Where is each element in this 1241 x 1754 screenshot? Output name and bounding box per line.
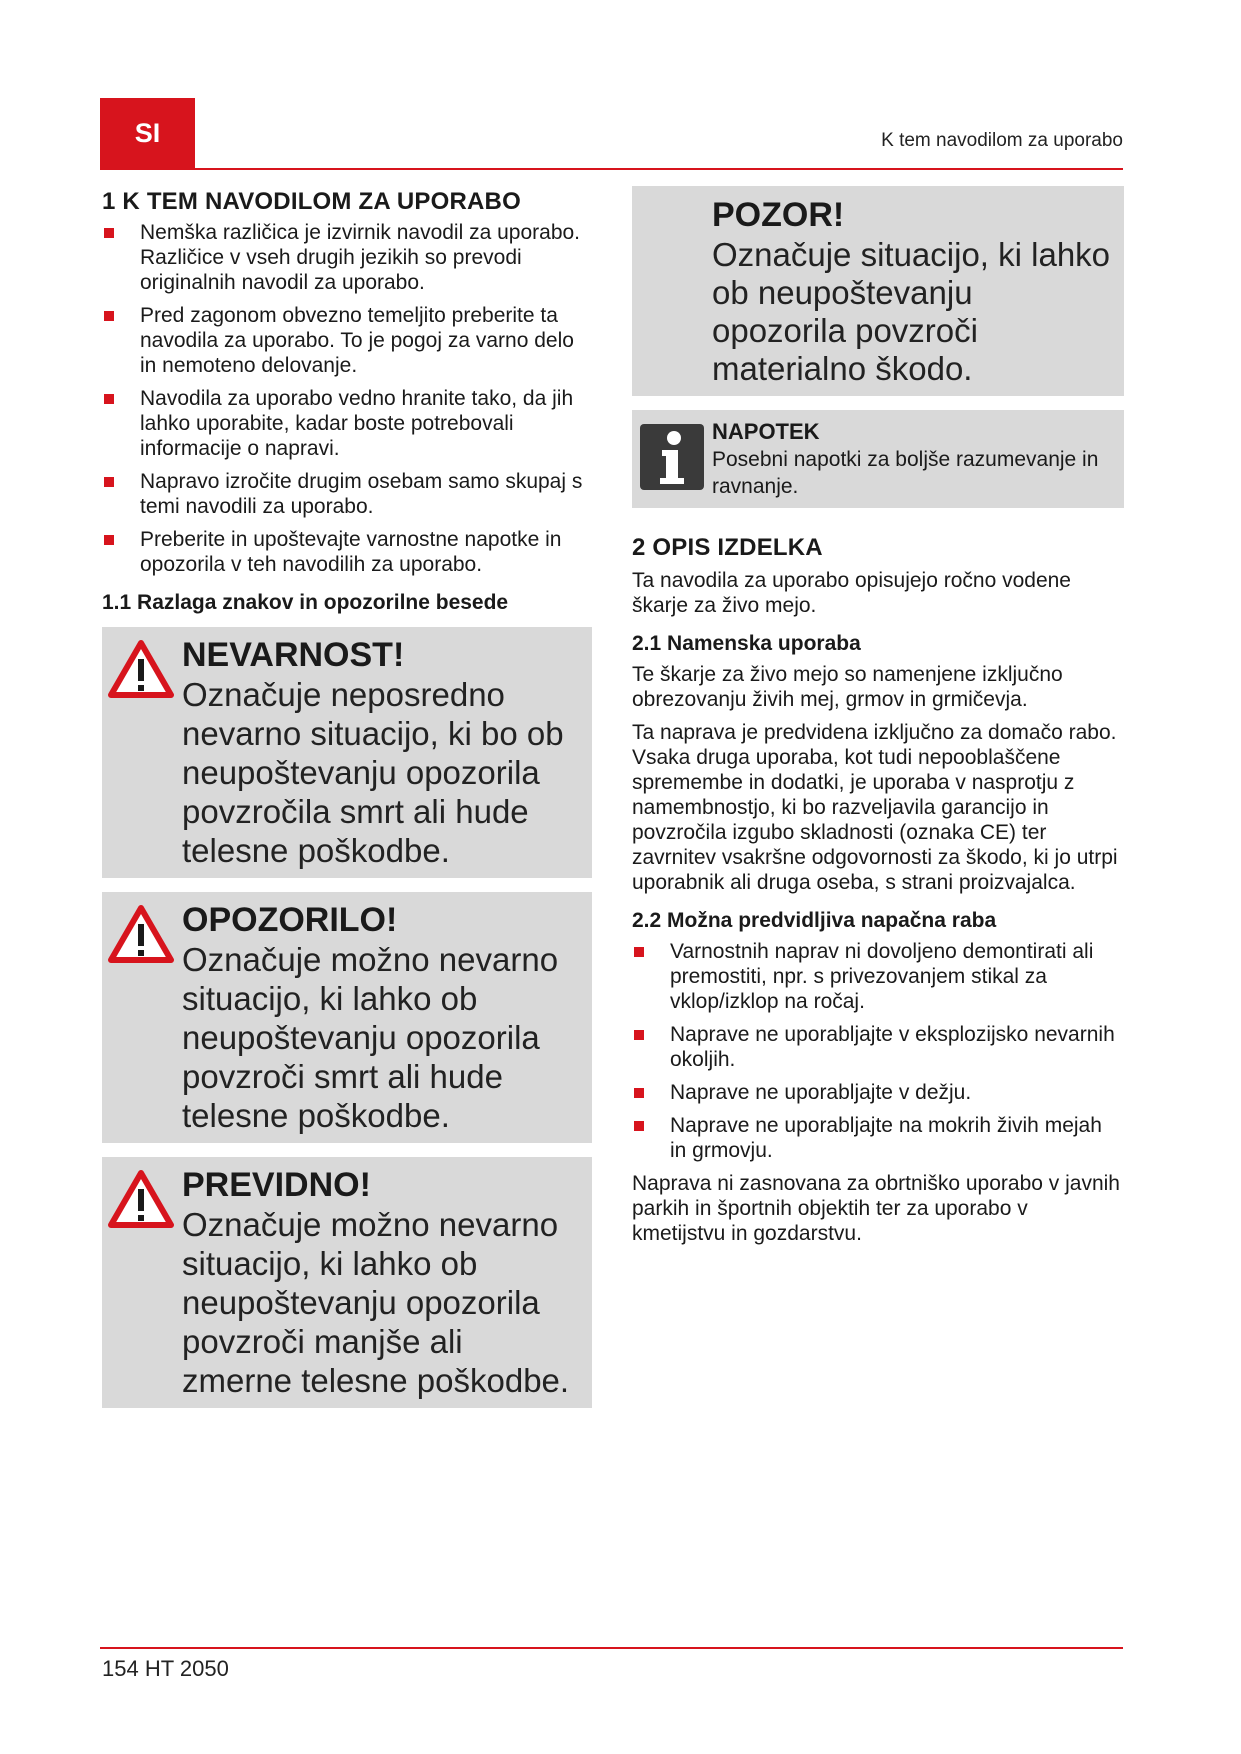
section-2-2-paragraph: Naprava ni zasnovana za obrtniško uporabo v javnih parkih in športnih objektih ter za uporabo v kmetijstvu in gozdarstvu. <box>632 1172 1120 1245</box>
section-2-1-paragraph: Ta naprava je predvidena izključno za domačo rabo. Vsaka druga uporaba, kot tudi nepooblaščene spremembe in dodatki, je uporaba v nasprotju z namembnostjo, ki bo razveljavila garancijo in povzročila izgubo skladnosti (oznaka CE) ter zavrnitev vsakršne odgovornosti za škodo, ki jo utrpi uporabnik ali druga oseba, s strani proizvajalca. <box>632 721 1118 894</box>
left-column <box>102 188 592 1422</box>
list-item: Naprave ne uporabljajte v dežju. <box>632 1080 1124 1105</box>
note-box <box>632 410 1124 508</box>
signal-text: Označuje neposredno nevarno situacijo, ki bo ob neupoštevanju opozorila povzročila smrt ali hude telesne poškodbe. <box>182 676 564 869</box>
section-2-heading: 2 OPIS IZDELKA <box>632 534 823 561</box>
section-2-intro: Ta navodila za uporabo opisujejo ročno vodene škarje za živo mejo. <box>632 569 1071 617</box>
list-item: Varnostnih naprav ni dovoljeno demontirati ali premostiti, npr. s privezovanjem stikal za vklop/izklop na ročaj. <box>632 939 1124 1014</box>
list-item: Naprave ne uporabljajte na mokrih živih mejah in grmovju. <box>632 1113 1124 1163</box>
section-2-2-list <box>632 939 1124 1163</box>
signal-text: Označuje situacijo, ki lahko ob neupoštevanju opozorila povzroči materialno škodo. <box>712 236 1111 387</box>
notice-box <box>632 186 1124 396</box>
list-item: Nemška različica je izvirnik navodil za uporabo. Različice v vseh drugih jezikih so prevodi originalnih navodil za uporabo. <box>102 220 592 295</box>
signal-text: Označuje možno nevarno situacijo, ki lahko ob neupoštevanju opozorila povzroči smrt ali hude telesne poškodbe. <box>182 941 559 1134</box>
section-2-2-heading: 2.2 Možna predvidljiva napačna raba <box>632 909 997 932</box>
section-2-1-paragraph: Te škarje za živo mejo so namenjene izključno obrezovanju živih mej, grmov in grmičevja. <box>632 663 1063 711</box>
note-word: NAPOTEK <box>712 419 820 444</box>
list-item: Preberite in upoštevajte varnostne napotke in opozorila v teh navodilih za uporabo. <box>102 527 592 577</box>
list-item: Navodila za uporabo vedno hranite tako, da jih lahko uporabite, kadar boste potrebovali informacije o napravi. <box>102 386 592 461</box>
footer-rule <box>100 1647 1123 1649</box>
section-1-list <box>102 220 592 577</box>
note-text: Posebni napotki za boljše razumevanje in ravnanje. <box>712 448 1099 498</box>
list-item: Pred zagonom obvezno temeljito preberite ta navodila za uporabo. To je pogoj za varno delo in nemoteno delovanje. <box>102 303 592 378</box>
caution-box <box>102 1157 592 1408</box>
signal-word: PREVIDNO! <box>182 1166 371 1204</box>
signal-text: Označuje možno nevarno situacijo, ki lahko ob neupoštevanju opozorila povzroči manjše ali zmerne telesne poškodbe. <box>182 1206 570 1399</box>
list-item: Naprave ne uporabljajte v eksplozijsko nevarnih okoljih. <box>632 1022 1124 1072</box>
section-1-heading: 1 K TEM NAVODILOM ZA UPORABO <box>102 188 521 215</box>
warning-box <box>102 892 592 1143</box>
signal-word: POZOR! <box>712 196 845 234</box>
warning-triangle-icon <box>108 1169 174 1229</box>
list-item: Napravo izročite drugim osebam samo skupaj s temi navodili za uporabo. <box>102 469 592 519</box>
right-column <box>632 186 1124 1254</box>
page-footer: 154 HT 2050 <box>102 1656 229 1681</box>
warning-triangle-icon <box>108 639 174 699</box>
language-tab: SI <box>100 98 195 168</box>
danger-box <box>102 627 592 878</box>
signal-word: NEVARNOST! <box>182 636 405 674</box>
info-icon <box>640 424 704 490</box>
section-2-1-heading: 2.1 Namenska uporaba <box>632 632 861 655</box>
section-1-1-heading: 1.1 Razlaga znakov in opozorilne besede <box>102 591 509 614</box>
header-rule <box>100 168 1123 170</box>
signal-word: OPOZORILO! <box>182 901 398 939</box>
running-header: K tem navodilom za uporabo <box>881 130 1123 151</box>
warning-triangle-icon <box>108 904 174 964</box>
